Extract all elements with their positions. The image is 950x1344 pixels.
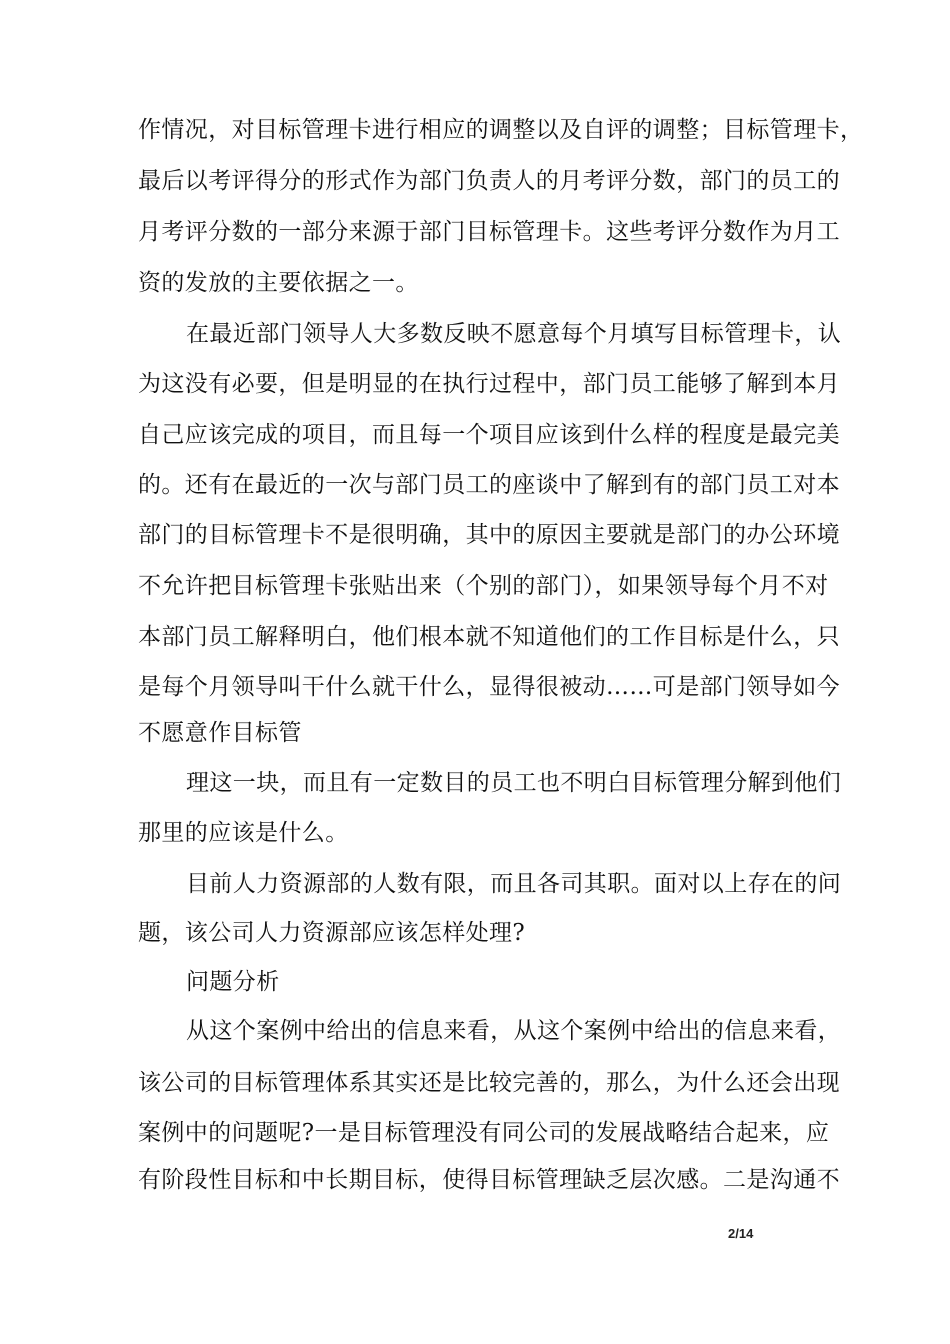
- section-heading: 问题分析: [186, 969, 280, 995]
- text-line: 案例中的问题呢?一是目标管理没有同公司的发展战略结合起来，应: [138, 1120, 830, 1146]
- text-line: 有阶段性目标和中长期目标，使得目标管理缺乏层次感。二是沟通不: [138, 1167, 840, 1193]
- paragraph-first-line: 在最近部门领导人大多数反映不愿意每个月填写目标管理卡，认: [186, 321, 842, 347]
- text-line: 不愿意作目标管: [138, 720, 302, 746]
- text-line: 最后以考评得分的形式作为部门负责人的月考评分数，部门的员工的: [138, 168, 840, 194]
- text-line: 资的发放的主要依据之一。: [138, 270, 419, 296]
- text-line: 是每个月领导叫干什么就干什么，显得很被动……可是部门领导如今: [138, 674, 840, 700]
- text-line: 月考评分数的一部分来源于部门目标管理卡。这些考评分数作为月工: [138, 219, 840, 245]
- text-line: 自己应该完成的项目，而且每一个项目应该到什么样的程度是最完美: [138, 422, 840, 448]
- paragraph-first-line: 目前人力资源部的人数有限，而且各司其职。面对以上存在的问: [186, 871, 842, 897]
- paragraph-first-line: 理这一块，而且有一定数目的员工也不明白目标管理分解到他们: [186, 770, 842, 796]
- text-line: 该公司的目标管理体系其实还是比较完善的，那么，为什么还会出现: [138, 1070, 840, 1096]
- text-line: 作情况，对目标管理卡进行相应的调整以及自评的调整；目标管理卡，: [138, 117, 864, 143]
- paragraph-first-line: 从这个案例中给出的信息来看，从这个案例中给出的信息来看，: [186, 1018, 842, 1044]
- text-line: 的。还有在最近的一次与部门员工的座谈中了解到有的部门员工对本: [138, 472, 840, 498]
- text-line: 题，该公司人力资源部应该怎样处理?: [138, 920, 526, 946]
- text-line: 部门的目标管理卡不是很明确，其中的原因主要就是部门的办公环境: [138, 522, 840, 548]
- text-line: 为这没有必要，但是明显的在执行过程中，部门员工能够了解到本月: [138, 371, 840, 397]
- text-line: 不允许把目标管理卡张贴出来（个别的部门），如果领导每个月不对: [138, 573, 829, 599]
- page-number: 2/14: [728, 1226, 754, 1241]
- text-line: 本部门员工解释明白，他们根本就不知道他们的工作目标是什么，只: [138, 624, 840, 650]
- text-line: 那里的应该是什么。: [138, 820, 349, 846]
